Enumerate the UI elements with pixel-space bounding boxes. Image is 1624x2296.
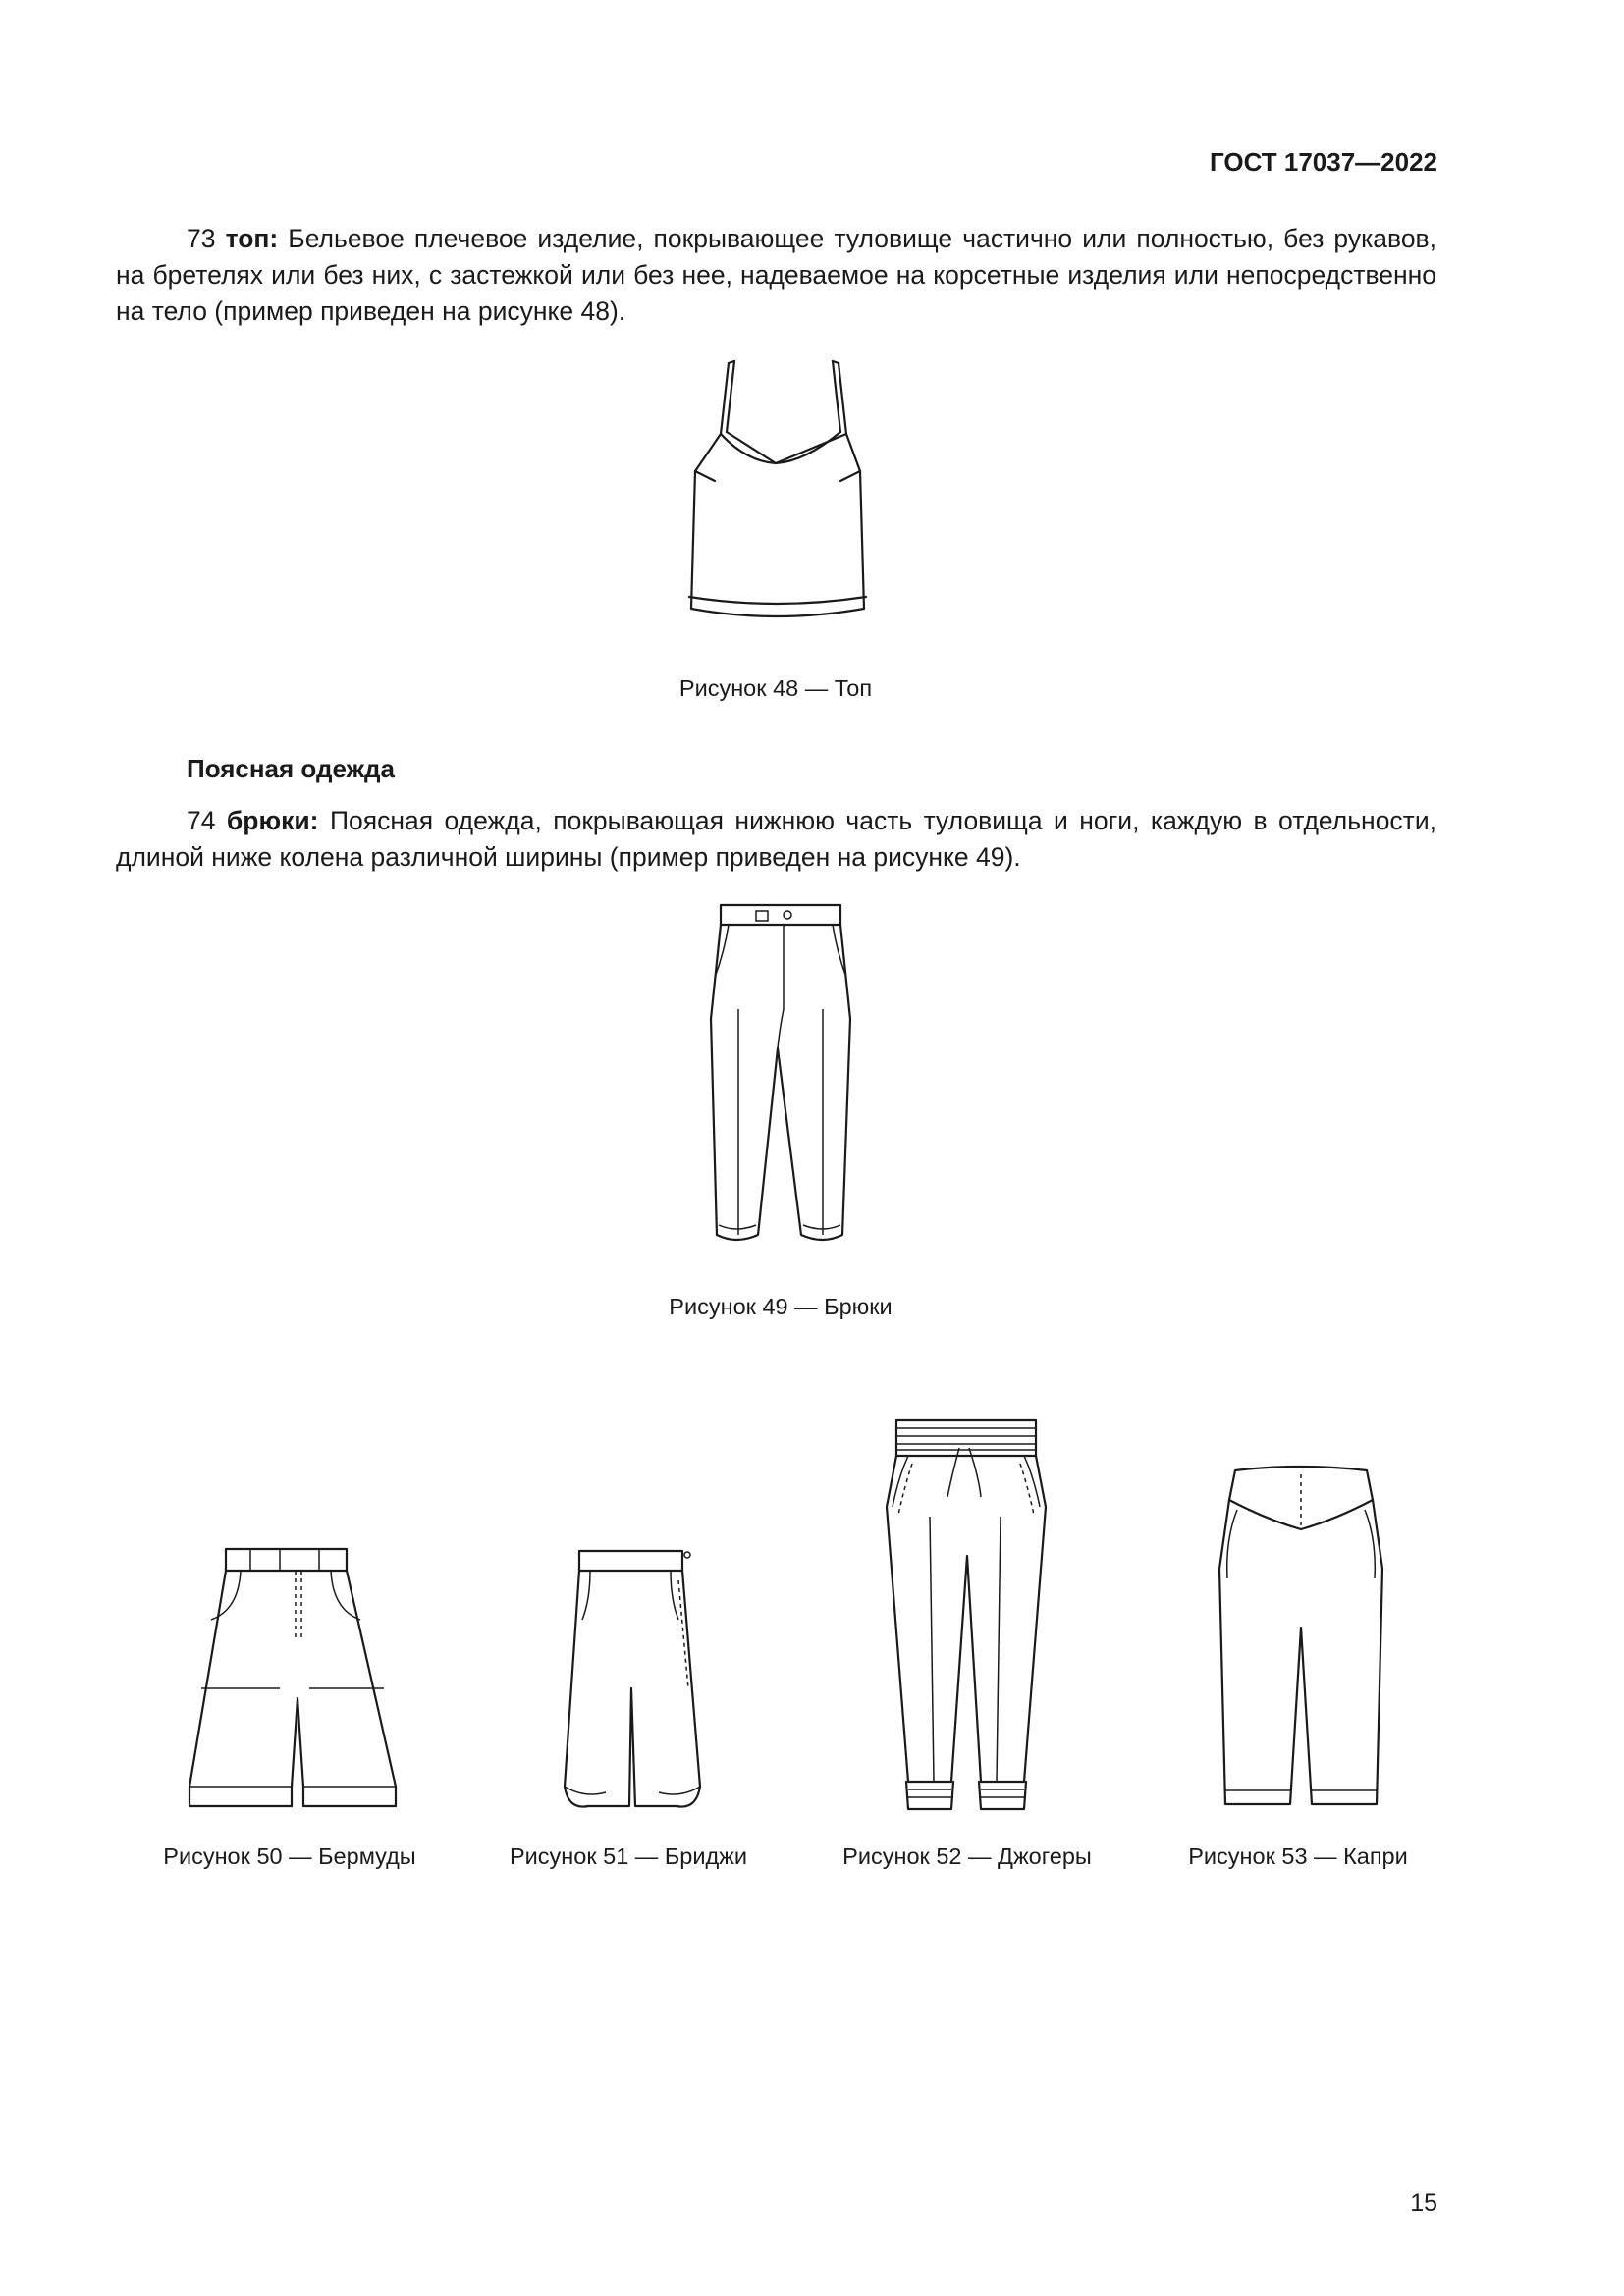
trousers-illustration [707, 901, 854, 1255]
section-title: Поясная одежда [187, 754, 395, 783]
figure-49-caption: Рисунок 49 — Брюки [669, 1294, 893, 1319]
item-number: 74 [187, 806, 216, 835]
breeches-illustration [545, 1541, 712, 1826]
definition-74 [116, 803, 1436, 876]
figure-52-caption: Рисунок 52 — Джогеры [842, 1843, 1092, 1869]
item-number: 73 [187, 224, 216, 253]
document-standard-header: ГОСТ 17037—2022 [1210, 147, 1437, 177]
top-illustration [677, 353, 874, 638]
definition-text: Поясная одежда, покрывающая нижнюю часть туловища и ноги, каждую в отдельности, длиной ниже колена различной ширины (пример приведен на рисунке 49). [116, 806, 1436, 872]
joggers-illustration [879, 1409, 1056, 1826]
capri-illustration [1208, 1461, 1394, 1824]
term-trousers: брюки: [226, 806, 319, 835]
figure-48-caption: Рисунок 48 — Топ [678, 675, 873, 701]
figure-53-caption: Рисунок 53 — Капри [1188, 1843, 1408, 1869]
definition-text: Бельевое плечевое изделие, покрывающее туловище частично или полностью, без рукавов, на бретелях или без них, с застежкой или без нее, надеваемое на корсетные изделия или непосредственно на тело (пример приведен на рисунке 48). [116, 224, 1436, 326]
figure-50-caption: Рисунок 50 — Бермуды [163, 1843, 416, 1869]
bermudas-illustration [182, 1541, 398, 1816]
definition-73 [116, 221, 1436, 330]
figure-51-caption: Рисунок 51 — Бриджи [509, 1843, 748, 1869]
page-number: 15 [1410, 2189, 1437, 2216]
term-top: топ: [225, 224, 279, 253]
